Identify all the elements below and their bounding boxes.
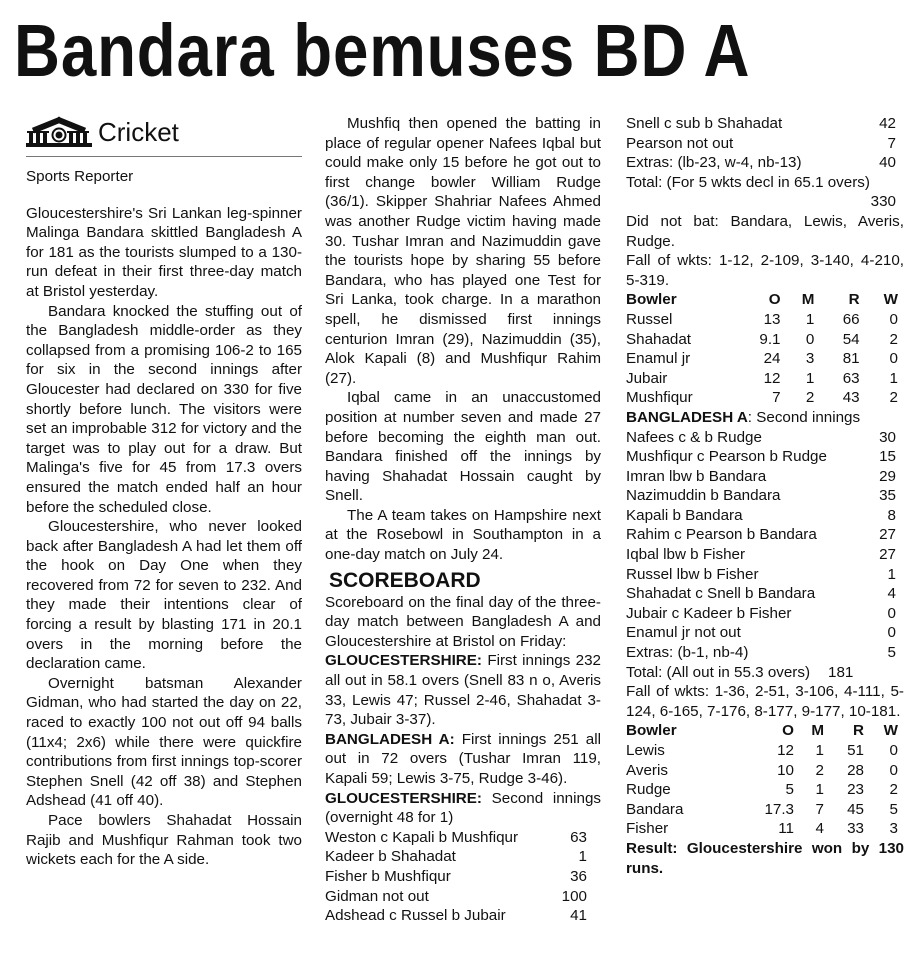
bowling-header-row — [626, 721, 898, 741]
article-paragraph: Gloucestershire, who never looked back after Bangladesh A had let them off the hook on Day One when they recovered from 72 for seven to 232. And they made their intentions clear of forcing a result by blasting 171 in 20.1 overs in the morning before the declaration came. — [26, 518, 302, 673]
runs: 1 — [578, 848, 587, 866]
batsman: Kapali b Bandara — [626, 506, 743, 524]
cell: Enamul jr — [626, 350, 691, 368]
cell: 0 — [889, 742, 898, 759]
cell: 1 — [805, 310, 815, 328]
runs: 100 — [561, 887, 587, 905]
cell: 28 — [847, 761, 864, 779]
cell: 12 — [763, 369, 781, 387]
batsman: Iqbal lbw b Fisher — [626, 546, 746, 564]
cell: 2 — [889, 781, 898, 799]
batting-row — [626, 565, 904, 585]
total-line — [626, 173, 904, 211]
cell: Mushfiqur — [626, 389, 693, 407]
runs: 29 — [879, 467, 896, 485]
article-paragraph: Bandara knocked the stuffing out of the Bangladesh middle-order as they collapsed from a promising 106-2 to 165 for six in the second innings after Gloucester had declared on 330 for five shortly before lunch. The visitors were set an improbable 312 for victory and the target was to play out for a draw. But Malinga's five for 45 from 17.3 overs ensured the match ended half an hour before the scheduled close. — [26, 302, 302, 516]
scoreboard-heading: SCOREBOARD — [329, 568, 481, 592]
batsman: Gidman not out — [325, 887, 429, 905]
cell: Fisher — [626, 820, 669, 838]
cell: Rudge — [626, 781, 671, 799]
runs: 1 — [887, 565, 896, 583]
first-innings-gloucestershire — [325, 651, 601, 729]
cell: 23 — [847, 781, 864, 799]
cell: Jubair — [626, 369, 668, 387]
batting-list — [325, 828, 601, 926]
cell: 17.3 — [764, 800, 794, 818]
cell: 7 — [772, 389, 781, 407]
cell: 5 — [785, 781, 794, 799]
cell: 1 — [815, 781, 824, 799]
batting-row — [325, 847, 601, 867]
cell: 1 — [805, 369, 815, 387]
innings-summary: First innings 232 all out in 58.1 overs (Snell 83 n o, Averis 33, Lewis 47; Russel 2-46, Shahadat 3-73, Jubair 3-37). — [325, 652, 601, 729]
batsman: Adshead c Russel b Jubair — [325, 907, 506, 925]
cell: 9.1 — [759, 330, 781, 348]
batting-row — [325, 906, 601, 926]
cell: 81 — [842, 350, 860, 368]
column-3 — [626, 114, 904, 878]
extras-value: 5 — [887, 644, 896, 662]
batting-row — [626, 428, 904, 448]
cell: 24 — [763, 350, 781, 368]
batsman: Mushfiqur c Pearson b Rudge — [626, 448, 827, 466]
batsman: Imran lbw b Bandara — [626, 467, 767, 485]
bowling-row — [626, 761, 898, 781]
runs: 0 — [887, 624, 896, 642]
column-2 — [325, 114, 601, 926]
batting-list — [626, 114, 904, 173]
extras-row — [626, 643, 904, 663]
team-name: GLOUCESTERSHIRE: — [325, 789, 482, 807]
bowling-row — [626, 741, 898, 761]
bowling-row — [626, 388, 898, 408]
innings-summary: First innings 251 all out in 72 overs (Tushar Imran 119, Kapali 59; Lewis 3-75, Rudge 3-46). — [325, 730, 601, 787]
batsman: Nazimuddin b Bandara — [626, 487, 781, 505]
header-cell: W — [883, 291, 898, 309]
runs: 27 — [879, 546, 896, 564]
cell: Russel — [626, 310, 673, 328]
batsman: Snell c sub b Shahadat — [626, 115, 783, 132]
batting-row — [626, 623, 904, 643]
extras-value: 40 — [879, 154, 896, 172]
article-paragraph: Gloucestershire's Sri Lankan leg-spinner Malinga Bandara skittled Bangladesh A for 181 as the tourists slumped to a 130-run defeat in their first three-day match at Bristol yesterday. — [26, 204, 302, 300]
article-paragraph: Overnight batsman Alexander Gidman, who had started the day on 22, raced to exactly 100 not out off 94 balls (11x4; 2x6) while there were quickfire contributions from first innings top-scorer Stephen Snell (42 off 38) and Stephen Adshead (41 off 40). — [26, 674, 302, 810]
team-name: GLOUCESTERSHIRE: — [325, 652, 482, 670]
bowling-table — [626, 721, 898, 839]
runs: 63 — [570, 828, 587, 846]
header-cell: O — [768, 291, 781, 309]
second-innings-gloucestershire-heading — [325, 789, 601, 828]
header-cell: O — [782, 722, 794, 740]
section-label: Cricket — [98, 117, 179, 148]
headline: Bandara bemuses BD A — [14, 9, 751, 92]
bowling-row — [626, 330, 898, 350]
cell: 45 — [847, 800, 864, 818]
runs: 15 — [879, 448, 896, 466]
batsman: Kadeer b Shahadat — [325, 848, 456, 866]
cell: 1 — [889, 369, 898, 387]
batting-row — [626, 506, 904, 526]
team-name: BANGLADESH A: — [325, 730, 455, 748]
cell: 2 — [805, 389, 815, 407]
extras-label: Extras: (b-1, nb-4) — [626, 644, 749, 662]
article-paragraph: Pace bowlers Shahadat Hossain Rajib and Mushfiqur Rahman took two wickets each for the A side. — [26, 812, 302, 869]
batting-row — [626, 114, 904, 134]
section-kicker — [26, 114, 302, 157]
cell: 0 — [889, 350, 898, 368]
runs: 36 — [570, 867, 587, 885]
batsman: Shahadat c Snell b Bandara — [626, 585, 816, 603]
bowling-row — [626, 369, 898, 389]
match-result: Result: Gloucestershire won by 130 runs. — [626, 839, 904, 877]
total-row — [626, 663, 904, 683]
cell: 51 — [847, 742, 864, 759]
batting-row — [626, 545, 904, 565]
first-innings-bangladesh — [325, 730, 601, 789]
batsman: Nafees c & b Rudge — [626, 428, 762, 446]
innings-summary: Second innings (overnight 48 for 1) — [325, 789, 601, 827]
header-cell: M — [801, 291, 815, 309]
cell: Shahadat — [626, 330, 692, 348]
batting-row — [626, 525, 904, 545]
runs: 7 — [887, 134, 896, 152]
cell: 2 — [889, 389, 898, 407]
cell: 43 — [842, 389, 860, 407]
cell: 5 — [889, 800, 898, 818]
scoreboard-intro: Scoreboard on the final day of the three-day match between Bangladesh A and Gloucestershire at Bristol on Friday: — [325, 593, 601, 650]
bowling-row — [626, 349, 898, 369]
bowling-table — [626, 290, 898, 408]
cell: 0 — [805, 330, 815, 348]
header-cell: R — [853, 722, 864, 740]
article-paragraph: Iqbal came in an unaccustomed position at number seven and made 27 before becoming the eighth man out. Bandara finished off the innings by having Shahadat Hossain caught by Snell. — [325, 389, 601, 505]
cell: 0 — [889, 761, 898, 779]
cell: 12 — [777, 742, 794, 759]
cell: 13 — [763, 310, 781, 328]
batting-row — [626, 486, 904, 506]
column-1 — [26, 114, 302, 870]
article-paragraph: Mushfiq then opened the batting in place of regular opener Nafees Iqbal but could make only 15 before he got out to first change bowler William Rudge (36/1). Skipper Shahriar Nafees Ahmed was another Rudge victim having made 30. Tushar Imran and Nazimuddin gave the tourists hope by sharing 55 before Bandara, who has played one Test for Sri Lanka, took charge. In a marathon spell, he dismissed first innings centurion Imran (29), Nazimuddin (35), Alok Kapali (8) and Mushfiqur Rahim (27). — [325, 115, 601, 387]
header-cell: R — [848, 291, 860, 309]
batting-row — [325, 867, 601, 887]
extras-row — [626, 153, 904, 173]
runs: 8 — [887, 506, 896, 524]
total-label: Total: (For 5 wkts decl in 65.1 overs) — [626, 173, 870, 191]
batting-row — [626, 584, 904, 604]
byline: Sports Reporter — [26, 168, 134, 185]
bowling-row — [626, 310, 898, 330]
runs: 27 — [879, 526, 896, 544]
cell: Averis — [626, 761, 668, 779]
total-value: 330 — [870, 193, 896, 211]
total-value: 181 — [828, 663, 854, 681]
cell: 2 — [889, 330, 898, 348]
cell: 2 — [815, 761, 824, 779]
header-cell: Bowler — [626, 722, 677, 740]
cell: Lewis — [626, 742, 665, 759]
batting-row — [626, 447, 904, 467]
cell: 0 — [889, 310, 898, 328]
bowling-row — [626, 780, 898, 800]
fall-of-wickets: Fall of wkts: 1-12, 2-109, 3-140, 4-210, 5-319. — [626, 252, 904, 289]
team-name: BANGLADESH A — [626, 408, 748, 426]
batting-list — [626, 428, 904, 683]
header-cell: Bowler — [626, 291, 677, 309]
runs: 42 — [879, 115, 896, 132]
extras-label: Extras: (lb-23, w-4, nb-13) — [626, 154, 802, 172]
cell: 33 — [847, 820, 864, 838]
cell: 3 — [805, 350, 815, 368]
runs: 30 — [879, 428, 896, 446]
batsman: Rahim c Pearson b Bandara — [626, 526, 817, 544]
bowling-header-row — [626, 290, 898, 310]
batsman: Enamul jr not out — [626, 624, 741, 642]
cell: 1 — [815, 742, 824, 759]
innings-summary: : Second innings — [747, 408, 861, 426]
batting-row — [325, 887, 601, 907]
batsman: Weston c Kapali b Mushfiqur — [325, 828, 519, 846]
cell: 54 — [842, 330, 860, 348]
cricket-icon — [26, 113, 92, 153]
bowling-row — [626, 800, 898, 820]
runs: 0 — [887, 604, 896, 622]
cell: 7 — [815, 800, 824, 818]
header-cell: M — [811, 722, 824, 740]
batsman: Fisher b Mushfiqur — [325, 867, 451, 885]
runs: 41 — [570, 907, 587, 925]
fall-of-wickets: Fall of wkts: 1-36, 2-51, 3-106, 4-111, 5-124, 6-165, 7-176, 8-177, 9-177, 10-181. — [626, 683, 904, 720]
runs: 4 — [887, 585, 896, 603]
batsman: Jubair c Kadeer b Fisher — [626, 604, 792, 622]
batting-row — [626, 134, 904, 154]
batsman: Russel lbw b Fisher — [626, 565, 759, 583]
article-paragraph: The A team takes on Hampshire next at the Rosebowl in Southampton in a one-day match on July 24. — [325, 506, 601, 564]
batting-row — [626, 467, 904, 487]
cell: 11 — [778, 820, 794, 838]
cell: 63 — [842, 369, 860, 387]
cell: 10 — [777, 761, 794, 779]
cell: 4 — [815, 820, 824, 838]
batsman: Pearson not out — [626, 134, 734, 152]
runs: 35 — [879, 487, 896, 505]
cell: 3 — [889, 820, 898, 838]
total-label: Total: (All out in 55.3 overs) — [626, 663, 811, 681]
second-innings-bangladesh-heading — [626, 408, 904, 428]
header-cell: W — [883, 722, 898, 740]
cell: 66 — [842, 310, 860, 328]
did-not-bat: Did not bat: Bandara, Lewis, Averis, Rudge. — [626, 212, 904, 250]
batting-row — [626, 604, 904, 624]
batting-row — [325, 828, 601, 848]
cell: Bandara — [626, 800, 684, 818]
bowling-row — [626, 819, 898, 839]
